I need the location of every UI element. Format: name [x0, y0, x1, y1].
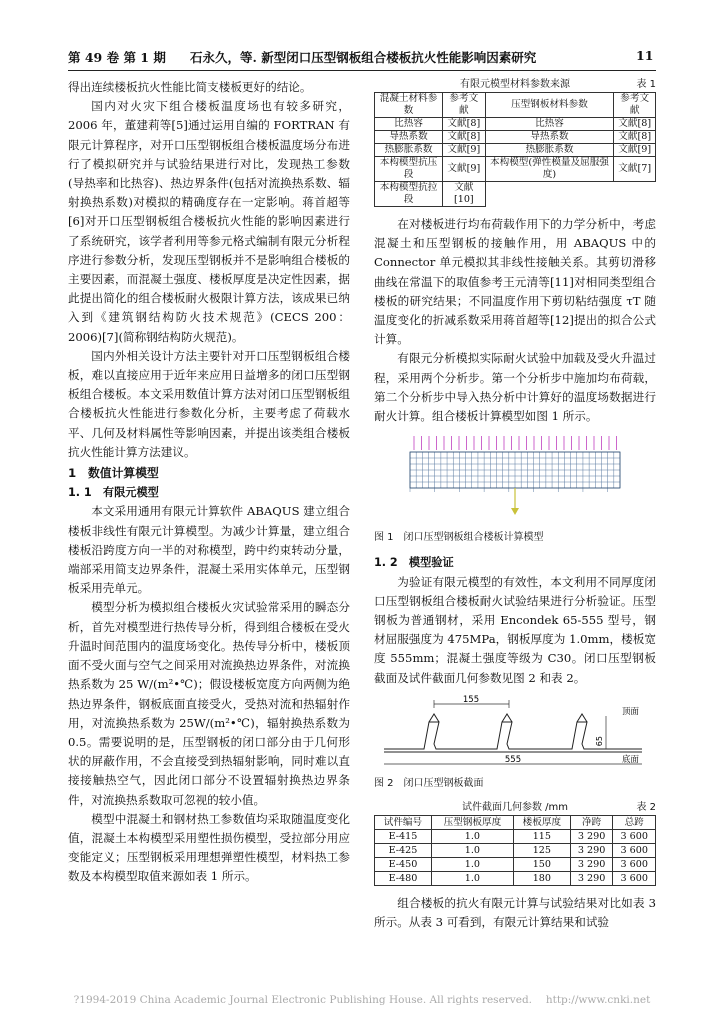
table1-title: 有限元模型材料参数来源	[460, 79, 570, 90]
table-row	[375, 157, 656, 182]
table-cell: 3 290	[570, 844, 613, 858]
dimension-width	[384, 755, 642, 765]
table-cell: 115	[513, 830, 570, 844]
table-cell: 本构模型抗拉段	[375, 182, 443, 207]
table-cell: E-425	[375, 844, 432, 858]
table-header-cell: 参考文献	[614, 93, 656, 118]
table-cell: 125	[513, 844, 570, 858]
table2	[374, 815, 656, 886]
table-row	[375, 144, 656, 157]
table-cell: 180	[513, 872, 570, 886]
label-bottom-face: 底面	[622, 754, 640, 765]
table-cell: 本构模型(弹性模量及屈服强度)	[485, 157, 614, 182]
journal-volume: 第 49 卷 第 1 期	[68, 50, 166, 65]
table-cell: 比热容	[375, 118, 443, 131]
figure2-deck-section	[374, 694, 656, 770]
table-cell: 1.0	[431, 844, 513, 858]
table-cell: 1.0	[431, 858, 513, 872]
paragraph: 组合楼板的抗火有限元计算与试验结果对比如表 3 所示。从表 3 可看到，有限元计算结果和试验	[374, 896, 656, 930]
table-header-cell: 压型钢板厚度	[431, 816, 513, 830]
paragraph: 国内外相关设计方法主要针对开口压型钢板组合楼板，难以直接应用于近年来应用日益增多的闭口压型钢板组合楼板。本文采用数值计算方法对闭口压型钢板组合楼板抗火性能进行参数化分析，主要考虑了荷载水平、几何及材料属性等影响因素，并提出该类组合楼板抗火性能计算方法建议。	[68, 348, 350, 459]
paragraph: 本文采用通用有限元计算软件 ABAQUS 建立组合楼板非线性有限元计算模型。为减少计算量，建立组合楼板沿跨度方向一半的对称模型，跨中约束转动分量，端部采用简支边界条件，混凝土采用实体单元，压型钢板采用壳单元。	[68, 504, 350, 596]
copyright-footer: ?1994-2019 China Academic Journal Electronic Publishing House. All rights reserved. http://www.cnki.net	[73, 994, 651, 1006]
table-cell: 文献[9]	[443, 157, 486, 182]
table-cell: 1.0	[431, 830, 513, 844]
table-cell: 本构模型抗压段	[375, 157, 443, 182]
table-cell: 导热系数	[375, 131, 443, 144]
table-header-row	[375, 93, 656, 118]
figure1-caption: 图 1 闭口压型钢板组合楼板计算模型	[374, 532, 544, 544]
table-cell: 热膨胀系数	[375, 144, 443, 157]
running-title: 石永久，等. 新型闭口压型钢板组合楼板抗火性能影响因素研究	[190, 50, 537, 65]
paragraph: 有限元分析模拟实际耐火试验中加载及受火升温过程，采用两个分析步。第一个分析步中施加均布荷载，第二个分析步中导入热分析中计算好的温度场数据进行耐火计算。组合楼板计算模型如图 1 所示。	[374, 351, 656, 424]
table-row	[375, 118, 656, 131]
table1-caption	[374, 78, 656, 92]
table-header-cell: 试件编号	[375, 816, 432, 830]
table-cell: 3 290	[570, 872, 613, 886]
table-header-cell: 参考文献	[443, 93, 486, 118]
table-cell: 3 290	[570, 858, 613, 872]
paragraph: 为验证有限元模型的有效性，本文利用不同厚度闭口压型钢板组合楼板耐火试验结果进行分析验证。压型钢板为普通钢材，采用 Encondek 65-555 型号，钢材屈服强度为 475MPa，钢板厚度为 1.0mm，楼板宽度 555mm；混凝土强度等级为 C30。闭口压型钢板截面及试件截面几何参数见图 2 和表 2。	[374, 574, 656, 685]
header-rule	[68, 70, 656, 71]
table-cell: 文献[8]	[443, 118, 486, 131]
right-column	[374, 78, 656, 932]
figure2-caption: 图 2 闭口压型钢板截面	[374, 777, 484, 789]
table-header-cell: 混凝土材料参数	[375, 93, 443, 118]
left-column	[68, 78, 350, 887]
table-cell: 文献[9]	[443, 144, 486, 157]
dimension-top	[434, 695, 509, 708]
table-header-cell: 总跨	[613, 816, 656, 830]
table-cell: 文献[8]	[443, 131, 486, 144]
table-cell: 导热系数	[485, 131, 614, 144]
table-header-cell: 净跨	[570, 816, 613, 830]
table-header-cell: 压型钢板材料参数	[485, 93, 614, 118]
subsection-heading: 1. 2 模型验证	[374, 556, 454, 570]
support-arrow	[511, 488, 519, 515]
table-cell: E-450	[375, 858, 432, 872]
table-row	[375, 858, 656, 872]
dim-label-155: 155	[462, 694, 480, 705]
load-arrows	[414, 436, 617, 450]
table-cell: 3 290	[570, 830, 613, 844]
table1-label: 表 1	[636, 79, 656, 90]
table-row	[375, 182, 656, 207]
table-cell: 150	[513, 858, 570, 872]
table1	[374, 92, 656, 207]
page-number: 11	[636, 48, 654, 63]
table-cell: 热膨胀系数	[485, 144, 614, 157]
table2-label: 表 2	[636, 802, 656, 814]
table-header-cell: 楼板厚度	[513, 816, 570, 830]
table-row	[375, 131, 656, 144]
dimension-height	[595, 707, 640, 765]
table-cell: 1.0	[431, 872, 513, 886]
table-cell: 3 600	[613, 830, 656, 844]
table-cell: E-480	[375, 872, 432, 886]
paragraph: 国内对火灾下组合楼板温度场也有较多研究，2006 年，董建莉等[5]通过运用自编的 FORTRAN 有限元计算程序，对开口压型钢板组合楼板温度场分布进行了模拟研究并与试验结果进行对比，发现热工参数(导热率和比热容)、热边界条件(包括对流换热系数、辐射换热系数)对模拟的精确度存在一定影响。蒋首超等[6]对开口压型钢板组合楼板抗火性能的影响因素进行了系统研究，该学者利用等参元格式编制有限元分析程序进行参数分析，发现压型钢板并不是影响组合楼板的主要因素，而混凝土强度、楼板厚度是决定性因素，据此提出简化的组合楼板耐火极限计算方法，该成果已纳入到《建筑钢结构防火技术规范》(CECS 200：2006)[7](简称钢结构防火规范)。	[68, 99, 350, 344]
table-cell: 文献[9]	[614, 144, 656, 157]
dim-label-65: 65	[595, 735, 604, 747]
label-top-face: 顶面	[622, 706, 640, 717]
table-cell: 文献[8]	[614, 118, 656, 131]
table-cell: 3 600	[613, 872, 656, 886]
figure1-fe-model	[374, 430, 656, 526]
table-cell	[485, 182, 614, 207]
section-heading: 1 数值计算模型	[68, 466, 159, 481]
dim-label-555: 555	[504, 754, 522, 765]
paragraph: 在对楼板进行均布荷载作用下的力学分析中，考虑混凝土和压型钢板的接触作用，用 ABAQUS 中的 Connector 单元模拟其非线性接触关系。其剪切滑移曲线在常温下的取值参考王元清等[11]对相同类型组合楼板的研究结果；不同温度作用下剪切粘结强度 τT 随温度变化的折减系数采用蒋首超等[12]提出的拟合公式计算。	[374, 217, 656, 347]
table-cell: 3 600	[613, 844, 656, 858]
paragraph: 得出连续楼板抗火性能比简支楼板更好的结论。	[68, 80, 312, 94]
table-row	[375, 830, 656, 844]
table-cell: 文献[10]	[443, 182, 486, 207]
table-cell: 比热容	[485, 118, 614, 131]
mesh-grid	[410, 452, 620, 492]
table-cell: 文献[8]	[614, 131, 656, 144]
table-row	[375, 844, 656, 858]
table-cell: 3 600	[613, 858, 656, 872]
table-header-row	[375, 816, 656, 830]
paragraph: 模型中混凝土和钢材热工参数值均采取随温度变化值，混凝土本构模型采用塑性损伤模型，受拉部分用应变能定义；压型钢板采用理想弹塑性模型，材料热工参数及本构模型取值来源如表 1 所示。	[68, 811, 350, 884]
table-row	[375, 872, 656, 886]
table-cell	[614, 182, 656, 207]
table2-title: 试件截面几何参数 /mm	[461, 802, 569, 814]
table-cell: 文献[7]	[614, 157, 656, 182]
table2-caption	[374, 801, 656, 815]
table-cell: E-415	[375, 830, 432, 844]
paragraph: 模型分析为模拟组合楼板火灾试验常采用的瞬态分析，首先对模型进行热传导分析，得到组合楼板在受火升温时间范围内的温度场变化。热传导分析中，楼板顶面不受火面与空气之间采用对流换热边界条件，对流换热系数为 25 W/(m²•℃)；假设楼板宽度方向两侧为绝热边界条件，钢板底面直接受火，受热对流和热辐射作用，对流换热系数为 25W/(m²•℃)，辐射换热系数为 0.5。需要说明的是，压型钢板的闭口部分由于几何形状的屏蔽作用，不会直接受到热辐射影响，同时难以直接接触热空气，因此闭口部分不设置辐射换热边界条件，对流换热系数取可忽视的较小值。	[68, 600, 350, 807]
subsection-heading: 1. 1 有限元模型	[68, 486, 159, 500]
